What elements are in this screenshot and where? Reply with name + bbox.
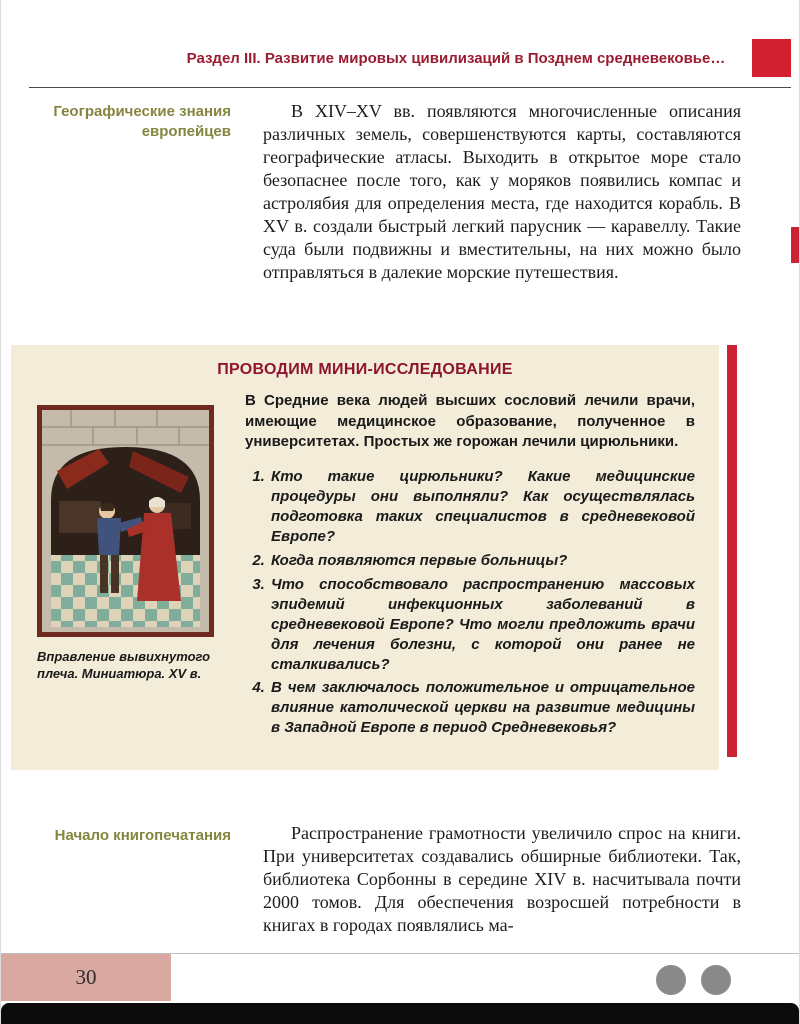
page-number-tab: [1, 954, 171, 1001]
footer-dot-1: [656, 965, 686, 995]
section-marker-square: [752, 39, 791, 77]
page-number: 30: [75, 965, 97, 989]
research-question: 1. Кто такие цирюльники? Какие медицинские процедуры они выполняли? Как осуществлялась подготовка таких специалистов в средневековой Европе?: [269, 467, 695, 547]
header-divider: [29, 87, 791, 88]
margin-accent-bar: [791, 227, 799, 263]
research-box-figure: [29, 391, 227, 742]
research-questions-list: [245, 467, 695, 738]
margin-heading-printing: Начало книгопечатания: [54, 827, 231, 844]
footer-dot-2: [701, 965, 731, 995]
mini-research-box: [11, 345, 719, 770]
research-box-content: [29, 391, 701, 742]
research-intro: В Средние века людей высших сословий лечили врачи, имеющие медицинское образование, полученное в университетах. Простых же горожан лечили цирюльники.: [245, 392, 695, 451]
research-question: 2. Когда появляются первые больницы?: [269, 551, 695, 571]
medieval-miniature-image: [37, 405, 214, 637]
paragraph-geography: В XIV–XV вв. появляются многочисленные описания различных земель, совершенствуются карты, составляются географические атласы. Выходить в открытое море стало безопаснее после того, как у моряков появились компас и астролябия для определения места, где находится корабль. В XV в. создали быстрый легкий парусник — каравеллу. Такие суда были подвижны и вместительны, на них можно было отправляться в далекие морские путешествия.: [263, 101, 741, 283]
research-box-text: [245, 391, 701, 742]
research-question: 3. Что способствовало распространению массовых эпидемий инфекционных заболеваний в средневековой Европе? Что могли предложить врачи для лечения болезни, с которой они ранее не сталкивались?: [269, 575, 695, 675]
margin-heading-geography: Географические знания европейцев: [53, 103, 231, 140]
research-question: 4. В чем заключалось положительное и отрицательное влияние католической церкви на развитие медицины в Западной Европе в период Средневековья?: [269, 678, 695, 738]
miniature-caption: Вправление вывихнутого плеча. Миниатюра. XV в.: [37, 649, 211, 681]
bottom-edge-bar: [1, 1003, 799, 1024]
page-header-title: Раздел III. Развитие мировых цивилизаций в Позднем средневековье…: [186, 50, 726, 67]
research-box-title: ПРОВОДИМ МИНИ-ИССЛЕДОВАНИЕ: [217, 361, 513, 378]
paragraph-printing: Распространение грамотности увеличило спрос на книги. При университетах создавались обширные библиотеки. Так, библиотека Сорбонны в середине XIV в. насчитывала почти 2000 томов. Для обеспечения возросшей потребности в книгах в городах появлялись ма-: [263, 823, 741, 936]
research-box-accent-bar: [727, 345, 737, 757]
